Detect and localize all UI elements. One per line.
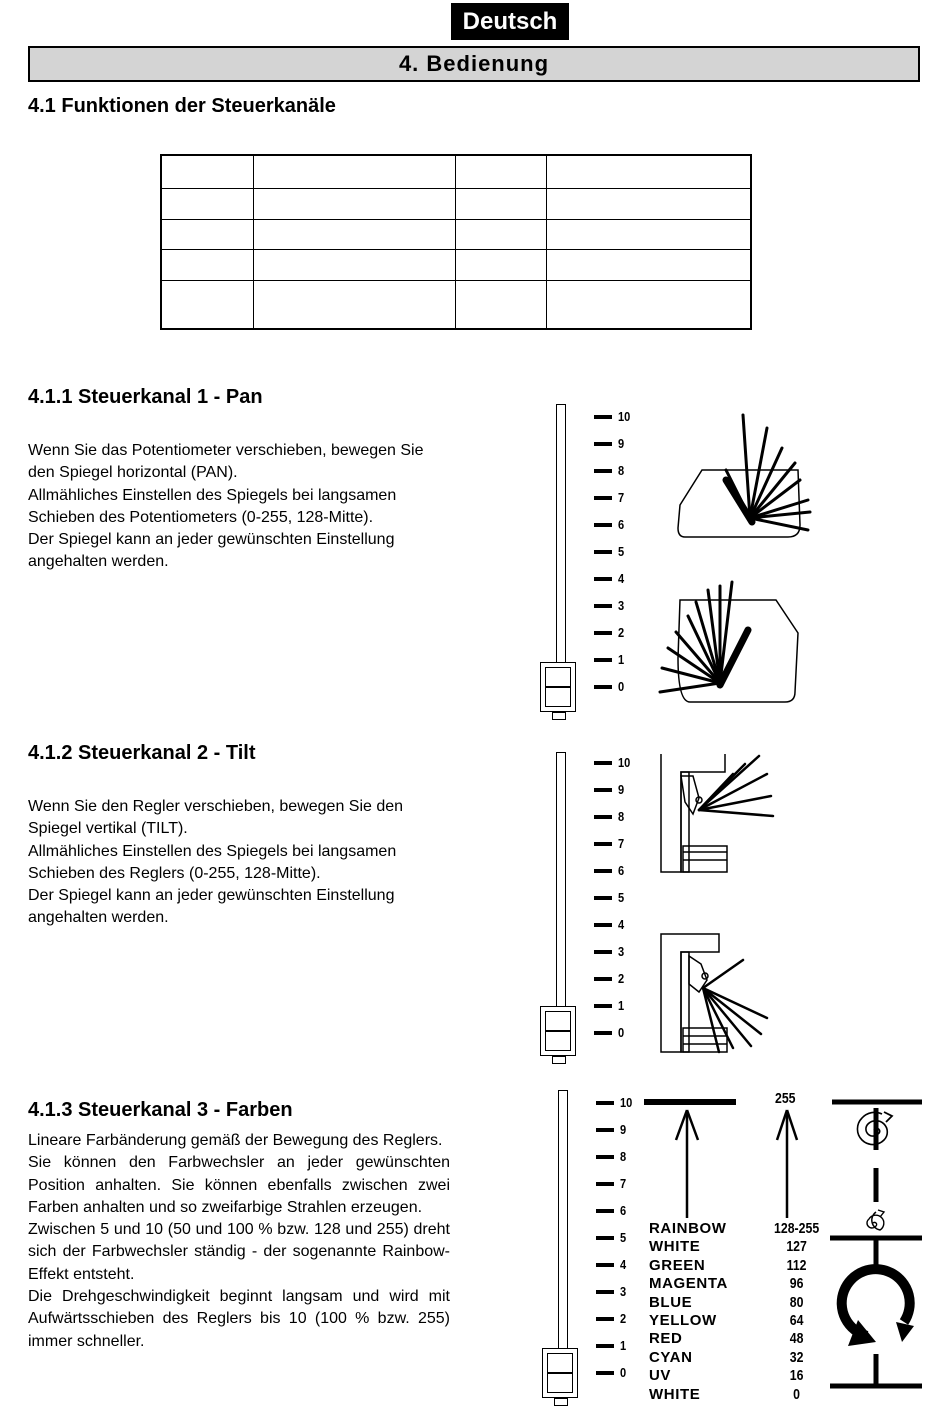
tilt-heading: 4.1.2 Steuerkanal 2 - Tilt — [28, 742, 256, 764]
color-name: WHITE — [649, 1238, 701, 1256]
paragraph: Wenn Sie das Potentiometer verschieben, bewegen Sie den Spiegel horizontal (PAN). — [28, 442, 424, 482]
color-value: 128-255 — [774, 1220, 820, 1237]
color-value: 112 — [786, 1256, 807, 1274]
scale-tick — [594, 1004, 612, 1008]
scale-tick — [594, 1031, 612, 1035]
scale-label: 4 — [618, 917, 625, 932]
scale-tick — [594, 604, 612, 608]
pan-heading: 4.1.1 Steuerkanal 1 - Pan — [28, 386, 263, 408]
scale-label: 3 — [620, 1284, 627, 1299]
scale-tick — [596, 1344, 614, 1348]
color-name: YELLOW — [649, 1312, 717, 1330]
color-value: 32 — [789, 1348, 804, 1366]
table-row — [161, 155, 751, 188]
scale-tick — [596, 1263, 614, 1267]
paragraph: Sie können den Farbwechsler an jeder gewünschten Position anhalten. Sie können ebenfalls zwischen zwei Farben anhalten und so zweifarbige Strahlen erzeugen. — [28, 1154, 450, 1216]
scale-tick — [596, 1128, 614, 1132]
scale-label: 1 — [618, 652, 625, 667]
color-value: 64 — [789, 1312, 804, 1330]
scale-tick — [594, 923, 612, 927]
color-name: BLUE — [649, 1293, 693, 1311]
color-value: 80 — [789, 1293, 804, 1311]
color-value: 0 — [793, 1385, 801, 1403]
tilt-fader — [540, 752, 650, 1064]
paragraph: Der Spiegel kann an jeder gewünschten Einstellung angehalten werden. — [28, 887, 395, 927]
scale-tick — [594, 550, 612, 554]
scale-label: 6 — [620, 1203, 627, 1218]
scale-label: 4 — [618, 571, 625, 586]
scale-label: 3 — [618, 598, 625, 613]
scale-tick — [594, 469, 612, 473]
scale-tick — [594, 415, 612, 419]
tilt-mirror-diagram — [655, 748, 785, 1060]
scale-tick — [596, 1317, 614, 1321]
paragraph: Die Drehgeschwindigkeit beginnt langsam und wird mit Aufwärtsschieben des Reglers bis 10 (100 % bzw. 255) immer schneller. — [28, 1288, 450, 1350]
scale-label: 8 — [618, 809, 625, 824]
scale-label: 6 — [618, 517, 625, 532]
color-name: MAGENTA — [649, 1275, 728, 1293]
section-heading: 4.1 Funktionen der Steuerkanäle — [28, 95, 336, 117]
scale-tick — [594, 658, 612, 662]
paragraph: Allmähliches Einstellen des Spiegels bei langsamen Schieben des Potentiometers (0-255, 128-Mitte). — [28, 486, 397, 526]
paragraph: Der Spiegel kann an jeder gewünschten Einstellung angehalten werden. — [28, 531, 395, 571]
paragraph: Allmähliches Einstellen des Spiegels bei langsamen Schieben des Reglers (0-255, 128-Mitte). — [28, 842, 397, 882]
scale-tick — [596, 1236, 614, 1240]
scale-tick — [594, 577, 612, 581]
table-row — [161, 219, 751, 249]
scale-label: 8 — [620, 1149, 627, 1164]
color-fader — [542, 1090, 652, 1406]
scale-label: 10 — [620, 1095, 633, 1110]
color-name: WHITE — [649, 1385, 701, 1403]
pan-fader — [540, 404, 650, 720]
scale-label: 10 — [618, 755, 631, 770]
color-names-list — [649, 1220, 728, 1404]
scale-label: 5 — [620, 1230, 627, 1245]
scale-label: 9 — [618, 782, 625, 797]
color-name: RED — [649, 1330, 683, 1348]
color-name: CYAN — [649, 1348, 693, 1366]
scale-label: 1 — [620, 1338, 627, 1353]
rotate-cycle-icon — [842, 1269, 914, 1346]
scale-label: 7 — [620, 1176, 627, 1191]
scale-tick — [594, 977, 612, 981]
scale-label: 6 — [618, 863, 625, 878]
color-value: 48 — [789, 1330, 804, 1348]
paragraph: Wenn Sie den Regler verschieben, bewegen Sie den Spiegel vertikal (TILT). — [28, 798, 404, 838]
scale-tick — [594, 761, 612, 765]
scale-tick — [596, 1371, 614, 1375]
scale-tick — [596, 1290, 614, 1294]
scale-label: 2 — [618, 971, 625, 986]
scale-label: 5 — [618, 890, 625, 905]
scale-label: 7 — [618, 490, 625, 505]
scale-label: 8 — [618, 463, 625, 478]
scale-tick — [596, 1209, 614, 1213]
pan-description — [28, 440, 450, 574]
scale-label: 2 — [618, 625, 625, 640]
scale-tick — [594, 523, 612, 527]
color-value: 127 — [786, 1238, 807, 1256]
scale-label: 1 — [618, 998, 625, 1013]
paragraph: Lineare Farbänderung gemäß der Bewegung des Reglers. — [28, 1132, 443, 1149]
color-name: GREEN — [649, 1256, 706, 1274]
scale-tick — [594, 442, 612, 446]
color-value: 96 — [789, 1275, 804, 1293]
scale-tick — [594, 496, 612, 500]
scale-tick — [594, 950, 612, 954]
paragraph: Zwischen 5 und 10 (50 und 100 % bzw. 128 und 255) dreht sich der Farbwechsler ständig - der sogenannte Rainbow-Effekt entsteht. — [28, 1221, 450, 1283]
scale-label: 0 — [618, 679, 625, 694]
scale-label: 0 — [620, 1365, 627, 1380]
color-name: UV — [649, 1367, 672, 1385]
chapter-title: 4. Bedienung — [28, 46, 920, 82]
scale-tick — [594, 842, 612, 846]
scale-tick — [594, 631, 612, 635]
color-description — [28, 1130, 450, 1353]
scale-label: 4 — [620, 1257, 627, 1272]
table-row — [161, 249, 751, 280]
scale-label: 10 — [618, 409, 631, 424]
table-row — [161, 188, 751, 219]
scale-tick — [594, 869, 612, 873]
scale-tick — [596, 1182, 614, 1186]
scale-tick — [594, 896, 612, 900]
pan-mirror-diagram — [640, 400, 830, 710]
language-badge: Deutsch — [451, 3, 569, 40]
scale-tick — [596, 1101, 614, 1105]
scale-label: 5 — [618, 544, 625, 559]
scale-tick — [596, 1155, 614, 1159]
max-value-label: 255 — [775, 1090, 796, 1107]
color-heading: 4.1.3 Steuerkanal 3 - Farben — [28, 1099, 293, 1121]
scale-label: 2 — [620, 1311, 627, 1326]
color-values-list — [772, 1220, 821, 1404]
scale-label: 7 — [618, 836, 625, 851]
small-spiral-icon — [867, 1210, 884, 1230]
table-row — [161, 280, 751, 329]
scale-tick — [594, 788, 612, 792]
scale-label: 9 — [618, 436, 625, 451]
scale-label: 3 — [618, 944, 625, 959]
scale-label: 9 — [620, 1122, 627, 1137]
scale-tick — [594, 685, 612, 689]
scale-label: 0 — [618, 1025, 625, 1040]
channel-function-table — [160, 154, 752, 330]
tilt-description — [28, 796, 450, 930]
scale-tick — [594, 815, 612, 819]
color-name: RAINBOW — [649, 1220, 727, 1237]
color-value: 16 — [789, 1367, 804, 1385]
